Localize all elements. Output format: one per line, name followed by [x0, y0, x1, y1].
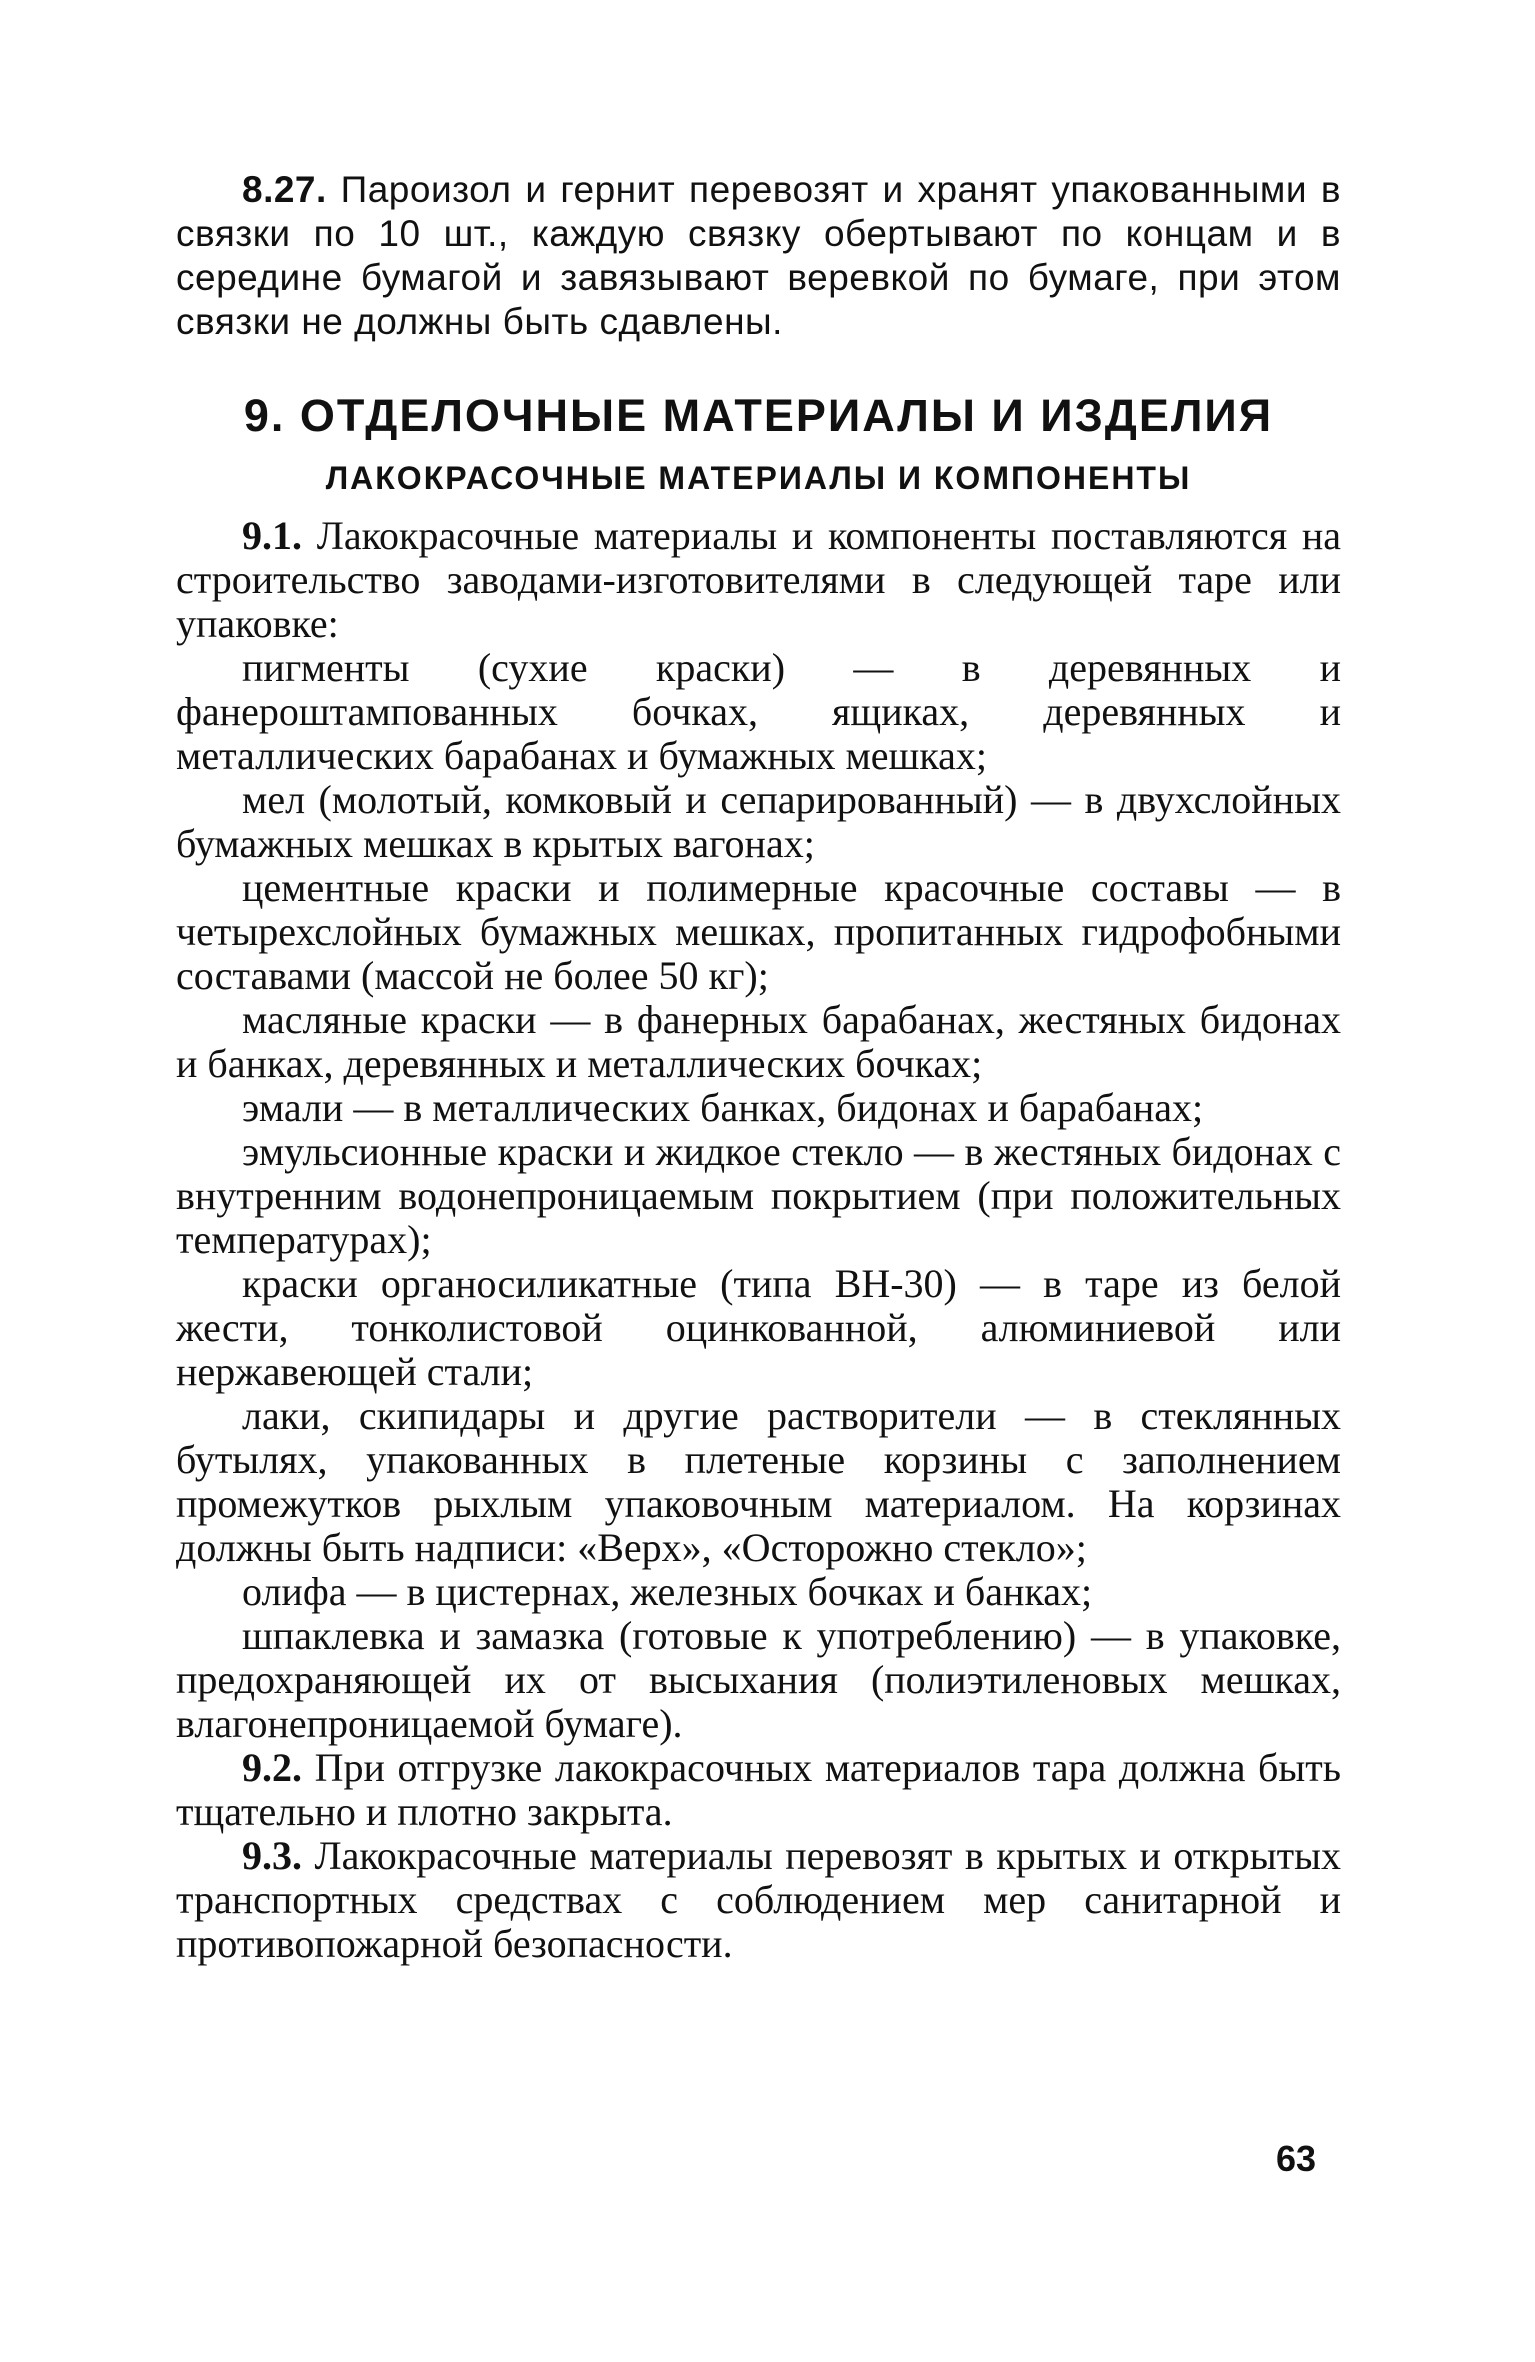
list-item: шпаклевка и замазка (готовые к употреблению) — в упаковке, предохраняющей их от высыхания (полиэтиленовых мешках, влагонепроницаемой бумаге).	[176, 1613, 1341, 1746]
list-item: эмали — в металлических банках, бидонах и барабанах;	[242, 1085, 1204, 1130]
paragraph-text: При отгрузке лакокрасочных материалов тара должна быть тщательно и плотно закрыта.	[176, 1745, 1342, 1834]
list-item: цементные краски и полимерные красочные составы — в четырехслойных бумажных мешках, пропитанных гидрофобными составами (массой не более 50 кг);	[176, 865, 1341, 998]
paragraph-9-1	[176, 514, 1341, 646]
section-title: 9. ОТДЕЛОЧНЫЕ МАТЕРИАЛЫ И ИЗДЕЛИЯ	[243, 390, 1274, 441]
paragraph-8-27	[176, 168, 1341, 344]
section-subtitle: ЛАКОКРАСОЧНЫЕ МАТЕРИАЛЫ И КОМПОНЕНТЫ	[325, 460, 1192, 496]
list-item: пигменты (сухие краски) — в деревянных и фанероштампованных бочках, ящиках, деревянных и металлических барабанах и бумажных мешках;	[176, 645, 1341, 778]
list-item: мел (молотый, комковый и сепарированный) — в двухслойных бумажных мешках в крытых вагонах;	[176, 777, 1341, 866]
paragraph-number: 9.3.	[242, 1833, 302, 1878]
paragraph-9-3	[176, 1834, 1341, 1966]
text-body	[176, 168, 1341, 1966]
list-item: краски органосиликатные (типа ВН-30) — в таре из белой жести, тонколистовой оцинкованной, алюминиевой или нержавеющей стали;	[176, 1261, 1341, 1394]
list-item: лаки, скипидары и другие растворители — в стеклянных бутылях, упакованных в плетеные корзины с заполнением промежутков рыхлым упаковочным материалом. На корзинах должны быть надписи: «Верх», «Осторожно стекло»;	[176, 1393, 1341, 1570]
list-item: масляные краски — в фанерных барабанах, жестяных бидонах и банках, деревянных и металлических бочках;	[176, 997, 1341, 1086]
list-item: эмульсионные краски и жидкое стекло — в жестяных бидонах с внутренним водонепроницаемым покрытием (при положительных температурах);	[176, 1129, 1341, 1262]
paragraph-text: Лакокрасочные материалы перевозят в крытых и открытых транспортных средствах с соблюдением мер санитарной и противопожарной безопасности.	[176, 1833, 1342, 1966]
list-item: олифа — в цистернах, железных бочках и банках;	[242, 1569, 1093, 1614]
paragraph-text: Пароизол и гернит перевозят и хранят упакованными в связки по 10 шт., каждую связку обертывают по концам и в середине бумагой и завязывают веревкой по бумаге, при этом связки не должны быть сдавлены.	[176, 169, 1341, 342]
paragraph-text: Лакокрасочные материалы и компоненты поставляются на строительство заводами-изготовителями в следующей таре или упаковке:	[176, 513, 1341, 646]
paragraph-9-2	[176, 1746, 1341, 1834]
paragraph-number: 8.27.	[242, 169, 327, 210]
paragraph-number: 9.1.	[242, 513, 302, 558]
paragraph-number: 9.2.	[242, 1745, 302, 1790]
page-number: 63	[1276, 2138, 1317, 2179]
